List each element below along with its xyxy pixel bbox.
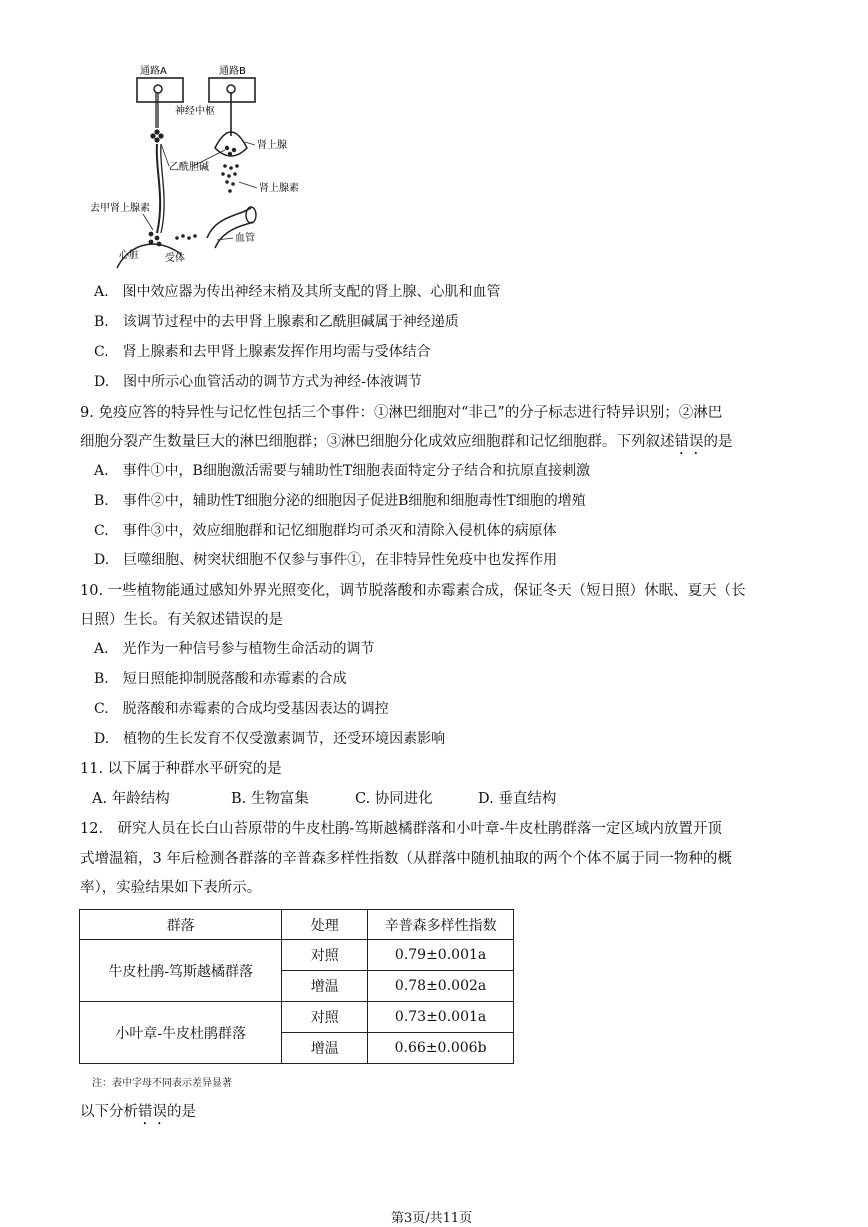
q11-stem: 11. 以下属于种群水平研究的是 bbox=[80, 761, 282, 777]
q8-option-c: C. 肾上腺素和去甲肾上腺素发挥作用均需与受体结合 bbox=[94, 344, 431, 360]
q12-followup-text: 以下分析 bbox=[80, 1104, 138, 1120]
blood-vessel-label: 血管 bbox=[235, 233, 255, 244]
noradrenaline-label: 去甲肾上腺素 bbox=[90, 203, 150, 214]
page-footer: 第3页/共11页 bbox=[391, 1211, 473, 1226]
q12-followup-end: 的是 bbox=[167, 1104, 196, 1120]
q12-stem-line2: 式增温箱，3 年后检测各群落的辛普森多样性指数（从群落中随机抽取的两个个体不属于同一物种的概 bbox=[80, 851, 732, 867]
q9-stem-line1: 9. 免疫应答的特异性与记忆性包括三个事件：①淋巴细胞对“非己”的分子标志进行特异识别；②淋巴 bbox=[80, 405, 723, 421]
q10-option-a: A. 光作为一种信号参与植物生命活动的调节 bbox=[94, 641, 375, 657]
q10-option-b: B. 短日照能抑制脱落酸和赤霉素的合成 bbox=[94, 671, 347, 687]
q12-emphasis: 错误 bbox=[138, 1104, 167, 1120]
q11-option-c: C. 协同进化 bbox=[355, 791, 433, 807]
table-row bbox=[80, 940, 514, 971]
adrenaline-label: 肾上腺素 bbox=[259, 183, 299, 194]
index-cell: 0.79±0.001a bbox=[368, 940, 514, 971]
q9-stem-end: 的是 bbox=[703, 434, 733, 450]
pathway-b-box bbox=[209, 78, 255, 102]
q10-stem-line1: 10. 一些植物能通过感知外界光照变化，调节脱落酸和赤霉素合成，保证冬天（短日照）休眠、夏天（长 bbox=[80, 583, 746, 599]
q8-option-d: D. 图中所示心血管活动的调节方式为神经-体液调节 bbox=[94, 374, 422, 390]
header-simpson-index: 辛普森多样性指数 bbox=[368, 910, 514, 940]
table-header-row bbox=[80, 910, 514, 940]
q10-stem-line2: 日照）生长。有关叙述错误的是 bbox=[80, 612, 283, 628]
acetylcholine-label: 乙酰胆碱 bbox=[169, 162, 209, 173]
q8-option-a: A. 图中效应器为传出神经末梢及其所支配的肾上腺、心肌和血管 bbox=[94, 284, 501, 300]
adrenal-gland-label: 肾上腺 bbox=[257, 140, 287, 151]
heart-label: 心脏 bbox=[119, 250, 139, 261]
index-cell: 0.66±0.006b bbox=[368, 1033, 514, 1064]
pathway-a-label: 通路A bbox=[140, 66, 167, 77]
q9-option-a: A. 事件①中，B细胞激活需要与辅助性T细胞表面特定分子结合和抗原直接刺激 bbox=[94, 463, 591, 479]
q11-option-d: D. 垂直结构 bbox=[478, 791, 557, 807]
q10-option-c: C. 脱落酸和赤霉素的合成均受基因表达的调控 bbox=[94, 701, 389, 717]
community-name: 小叶章-牛皮杜鹃群落 bbox=[80, 1002, 282, 1064]
q12-stem-line3: 率），实验结果如下表所示。 bbox=[80, 880, 262, 896]
q12-stem-line1: 12. 研究人员在长白山苔原带的牛皮杜鹃-笃斯越橘群落和小叶章-牛皮杜鹃群落一定区域内放置开顶 bbox=[80, 821, 722, 837]
pathway-a-box bbox=[137, 78, 183, 102]
treatment-cell: 对照 bbox=[282, 1002, 368, 1033]
pathway-b-label: 通路B bbox=[219, 66, 246, 77]
treatment-cell: 增温 bbox=[282, 1033, 368, 1064]
simpson-index-table bbox=[79, 909, 514, 1064]
q8-option-b: B. 该调节过程中的去甲肾上腺素和乙酰胆碱属于神经递质 bbox=[94, 314, 459, 330]
header-treatment: 处理 bbox=[282, 910, 368, 940]
nerve-center-label: 神经中枢 bbox=[175, 106, 215, 117]
receptor-label: 受体 bbox=[165, 253, 185, 264]
index-cell: 0.78±0.002a bbox=[368, 971, 514, 1002]
index-cell: 0.73±0.001a bbox=[368, 1002, 514, 1033]
community-name: 牛皮杜鹃-笃斯越橘群落 bbox=[80, 940, 282, 1002]
q10-option-d: D. 植物的生长发育不仅受激素调节，还受环境因素影响 bbox=[94, 731, 446, 747]
q9-emphasis: 错误 bbox=[674, 434, 704, 450]
q9-option-c: C. 事件③中，效应细胞群和记忆细胞群均可杀灭和清除入侵机体的病原体 bbox=[94, 523, 557, 539]
q9-stem-line2 bbox=[80, 430, 733, 458]
table-row bbox=[80, 1002, 514, 1033]
q9-option-d: D. 巨噬细胞、树突状细胞不仅参与事件①，在非特异性免疫中也发挥作用 bbox=[94, 552, 558, 568]
table-note: 注：表中字母不同表示差异显著 bbox=[92, 1078, 232, 1089]
q11-option-a: A. 年龄结构 bbox=[92, 791, 170, 807]
treatment-cell: 对照 bbox=[282, 940, 368, 971]
q9-option-b: B. 事件②中，辅助性T细胞分泌的细胞因子促进B细胞和细胞毒性T细胞的增殖 bbox=[94, 493, 586, 509]
treatment-cell: 增温 bbox=[282, 971, 368, 1002]
nervous-regulation-diagram bbox=[85, 58, 325, 270]
q12-followup bbox=[80, 1100, 196, 1128]
header-community: 群落 bbox=[80, 910, 282, 940]
q9-stem-text: 细胞分裂产生数量巨大的淋巴细胞群；③淋巴细胞分化成效应细胞群和记忆细胞群。下列叙述 bbox=[80, 434, 675, 450]
q11-option-b: B. 生物富集 bbox=[231, 791, 309, 807]
